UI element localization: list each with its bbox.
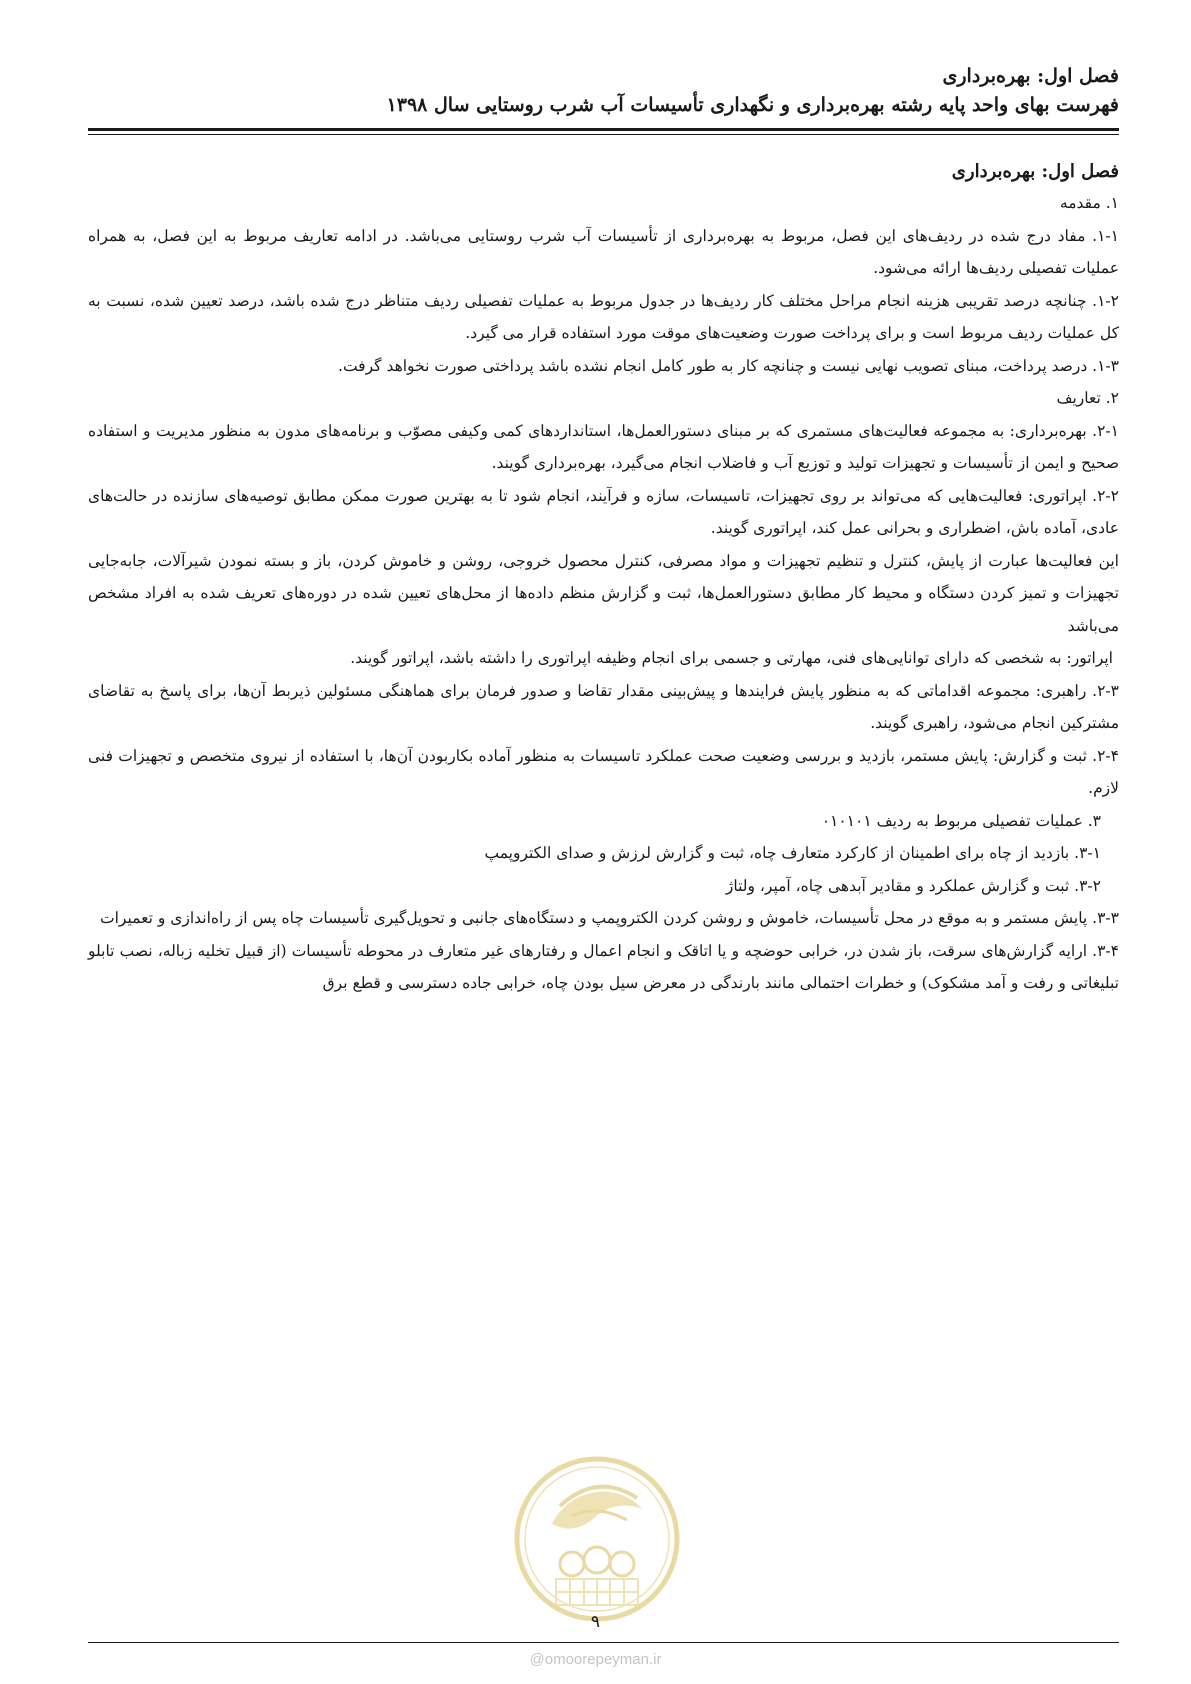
header-rule-thin bbox=[88, 134, 1119, 135]
paragraph-1-1: ۱-۱. مفاد درج شده در ردیف‌های این فصل، مربوط به بهره‌برداری از تأسیسات آب شرب روستایی می‌باشد. در ادامه تعاریف مربوط به این فصل، به همراه عملیات تفصیلی ردیف‌ها ارائه می‌شود. bbox=[88, 226, 1119, 277]
watermark-logo bbox=[512, 1454, 682, 1624]
paragraph-operations-heading: ۳. عملیات تفصیلی مربوط به ردیف ۰۱۰۱۰۱ bbox=[821, 811, 1101, 830]
paragraph-3-1: ۳-۱. بازدید از چاه برای اطمینان از کارکرد متعارف چاه، ثبت و گزارش لرزش و صدای الکتروپمپ bbox=[484, 844, 1101, 862]
document-page bbox=[88, 62, 1119, 1000]
paragraph-1-2: ۱-۲. چنانچه درصد تقریبی هزینه انجام مراحل مختلف کار ردیف‌ها در جدول مربوط به عملیات تفصیلی ردیف متناظر درج شده باشد، درصد تعیین شده، نسبت به کل عملیات ردیف مربوط است و برای پرداخت صورت وضعیت‌های موقت مورد استفاده قرار می گیرد. bbox=[88, 291, 1119, 342]
paragraph-intro-heading: ۱. مقدمه bbox=[1059, 194, 1119, 212]
paragraph-1-3: ۱-۳. درصد پرداخت، مبنای تصویب نهایی نیست و چنانچه کار به طور کامل انجام نشده باشد پرداختی صورت نخواهد گرفت. bbox=[338, 356, 1119, 375]
paragraph-2-2-activities: این فعالیت‌ها عبارت از پایش، کنترل و تنظیم تجهیزات و مواد مصرفی، کنترل محصول خروجی، روشن و خاموش کردن، باز و بسته نمودن شیرآلات، جابه‌جایی تجهیزات و تمیز کردن دستگاه و محیط کار مطابق دستورالعمل‌ها، ثبت و گزارش منظم داده‌ها از محل‌های تعیین شده در دوره‌های تعریف شده به افراد مشخص می‌باشد bbox=[88, 551, 1119, 635]
footer-website: @omoorepeyman.ir bbox=[529, 1651, 662, 1668]
paragraph-2-4: ۲-۴. ثبت و گزارش: پایش مستمر، بازدید و بررسی وضعیت صحت عملکرد تاسیسات به منظور آماده بکاربودن آن‌ها، با استفاده از نیروی متخصص و تجهیزات فنی لازم. bbox=[88, 746, 1119, 797]
paragraph-2-1: ۲-۱. بهره‌برداری: به مجموعه فعالیت‌های مستمری که بر مبنای دستورالعمل‌ها، استانداردهای کمی وکیفی مصوّب و برنامه‌های مدون به منظور مدیریت و استفاده صحیح و ایمن از تأسیسات و تجهیزات تولید و توزیع آب و فاضلاب انجام می‌گیرد، بهره‌برداری گویند. bbox=[88, 421, 1119, 472]
header-chapter: فصل اول: بهره‌برداری bbox=[942, 65, 1119, 87]
body-text bbox=[88, 187, 1119, 1000]
section-title: فصل اول: بهره‌برداری bbox=[951, 161, 1119, 182]
paragraph-2-3: ۲-۳. راهبری: مجموعه اقداماتی که به منظور پایش فرایندها و پیش‌بینی مقدار تقاضا و صدور فرمان برای هماهنگی مسئولین ذیربط آن‌ها، برای پاسخ به تقاضای مشترکین انجام می‌شود، راهبری گویند. bbox=[88, 681, 1119, 732]
paragraph-3-4: ۳-۴. ارایه گزارش‌های سرقت، باز شدن در، خرابی حوضچه و یا اتاقک و انجام اعمال و رفتارهای غیر متعارف در محوطه تأسیسات (از قبیل تخلیه زباله، نصب تابلو تبلیغاتی و رفت و آمد مشکوک) و خطرات احتمالی مانند بارندگی در معرض سیل بودن چاه، خرابی جاده دسترسی و قطع برق bbox=[88, 941, 1119, 992]
header-title: فهرست بهای واحد پایه رشته بهره‌برداری و نگهداری تأسیسات آب شرب روستایی سال ۱۳۹۸ bbox=[386, 94, 1119, 116]
paragraph-3-2: ۳-۲. ثبت و گزارش عملکرد و مقادیر آبدهی چاه، آمپر، ولتاژ bbox=[725, 876, 1101, 895]
header-rule-thick bbox=[88, 128, 1119, 131]
paragraph-definitions-heading: ۲. تعاریف bbox=[1056, 389, 1119, 407]
footer-rule bbox=[88, 1642, 1119, 1643]
paragraph-operator-definition: اپراتور: به شخصی که دارای توانایی‌های فنی، مهارتی و جسمی برای انجام وظیفه اپراتوری را داشته باشد، اپراتور گویند. bbox=[350, 649, 1113, 667]
page-number: ۹ bbox=[590, 1612, 601, 1632]
paragraph-2-2: ۲-۲. اپراتوری: فعالیت‌هایی که می‌تواند بر روی تجهیزات، تاسیسات، سازه و فرآیند، انجام شود تا به بهترین صورت ممکن مطابق توصیه‌های سازنده در حالت‌های عادی، آماده باش، اضطراری و بحرانی عمل کند، اپراتوری گویند. bbox=[88, 486, 1119, 537]
paragraph-3-3: ۳-۳. پایش مستمر و به موقع در محل تأسیسات، خاموش و روشن کردن الکتروپمپ و دستگاه‌های جانبی و تحویل‌گیری تأسیسات چاه پس از راه‌اندازی و تعمیرات bbox=[100, 909, 1119, 927]
